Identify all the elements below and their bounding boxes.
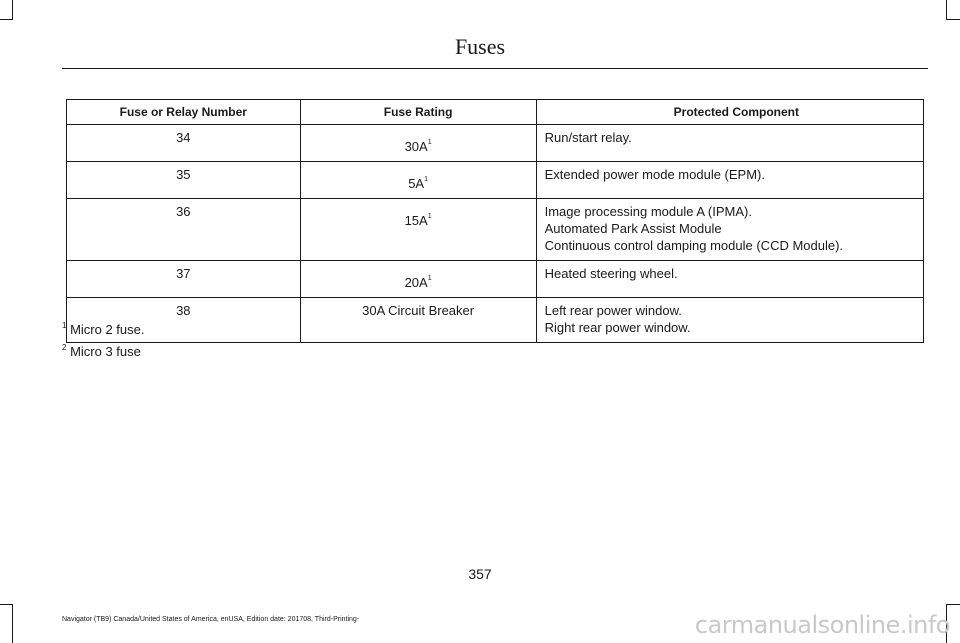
watermark-logo: carmanualsonline.info <box>694 611 950 639</box>
table-header-row <box>67 100 924 125</box>
edition-footer: Navigator (TB9) Canada/United States of America, enUSA, Edition date: 201708, Third-Printing- <box>62 616 360 623</box>
fuse-table <box>66 99 924 343</box>
fuse-number: 38 <box>67 298 301 343</box>
crop-mark-bottom-left <box>0 604 12 605</box>
crop-mark-top-left <box>0 19 12 20</box>
footnote-mark: 2 <box>62 343 67 352</box>
title-rule <box>62 68 928 69</box>
fuse-number: 36 <box>67 199 301 261</box>
footnote-marker: 1 <box>424 176 429 183</box>
column-header-protected-component: Protected Component <box>536 100 923 125</box>
protected-component <box>536 199 923 261</box>
page-number: 357 <box>468 566 492 582</box>
component-line: Right rear power window. <box>544 320 691 335</box>
fuse-rating <box>300 298 536 343</box>
footnote <box>62 322 144 337</box>
crop-mark-top-right <box>946 0 947 20</box>
component-line: Image processing module A (IPMA). <box>544 204 752 219</box>
protected-component <box>536 298 923 343</box>
footnote-marker: 1 <box>427 139 432 146</box>
column-header-fuse-number: Fuse or Relay Number <box>67 100 301 125</box>
fuse-rating-value: 20A <box>404 275 428 290</box>
component-line: Run/start relay. <box>544 130 632 145</box>
component-line: Continuous control damping module (CCD Module). <box>544 238 844 253</box>
table-row <box>67 298 924 343</box>
footnote-marker: 1 <box>427 213 432 220</box>
footnote <box>62 344 141 359</box>
fuse-rating <box>300 162 536 199</box>
fuse-number: 35 <box>67 162 301 199</box>
component-line: Extended power mode module (EPM). <box>544 167 765 182</box>
fuse-rating <box>300 261 536 298</box>
crop-mark-top-right <box>946 19 960 20</box>
component-line: Automated Park Assist Module <box>544 221 722 236</box>
protected-component <box>536 125 923 162</box>
footnote-marker: 1 <box>427 275 432 282</box>
protected-component <box>536 261 923 298</box>
component-line: Left rear power window. <box>544 303 682 318</box>
table-row <box>67 162 924 199</box>
table-row <box>67 261 924 298</box>
footnote-mark: 1 <box>62 321 67 330</box>
crop-mark-bottom-right <box>946 604 960 605</box>
table-row <box>67 125 924 162</box>
fuse-number: 34 <box>67 125 301 162</box>
fuse-rating-value: 15A <box>404 213 428 228</box>
crop-mark-top-left <box>12 0 13 20</box>
fuse-rating <box>300 125 536 162</box>
fuse-rating <box>300 199 536 261</box>
footnote-text: Micro 2 fuse. <box>66 322 145 337</box>
fuse-rating-value: 30A Circuit Breaker <box>362 303 475 318</box>
page-title: Fuses <box>454 34 506 59</box>
table-row <box>67 199 924 261</box>
fuse-number: 37 <box>67 261 301 298</box>
protected-component <box>536 162 923 199</box>
footnote-text: Micro 3 fuse <box>66 344 141 359</box>
fuse-rating-value: 5A <box>408 176 425 191</box>
column-header-fuse-rating: Fuse Rating <box>300 100 536 125</box>
crop-mark-bottom-left <box>12 604 13 643</box>
fuse-rating-value: 30A <box>404 139 428 154</box>
component-line: Heated steering wheel. <box>544 266 678 281</box>
